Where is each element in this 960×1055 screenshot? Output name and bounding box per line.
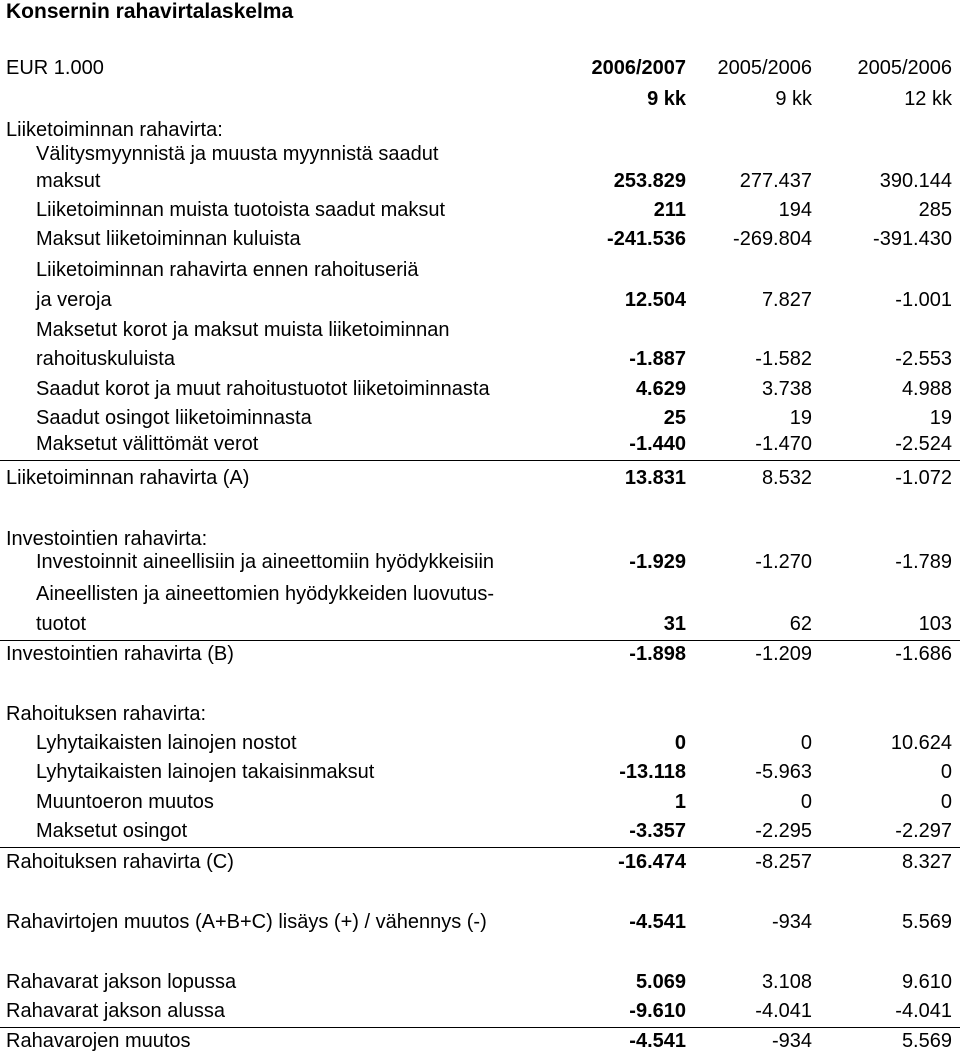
table-row xyxy=(0,642,960,666)
row-value-col-1: 13.831 xyxy=(624,467,686,489)
row-value-col-2: -1.470 xyxy=(755,433,812,455)
row-value-col-3: 103 xyxy=(918,613,952,635)
row-value-col-3: -2.524 xyxy=(895,433,952,455)
row-label: Investointien rahavirta (B) xyxy=(6,643,234,665)
row-label: Maksut liiketoiminnan kuluista xyxy=(36,228,301,250)
row-label: tuotot xyxy=(36,613,87,635)
table-row xyxy=(0,612,960,636)
row-value-col-1: 4.629 xyxy=(635,378,686,400)
row-value-col-2: 7.827 xyxy=(761,289,812,311)
row-value-col-2: 277.437 xyxy=(739,170,812,192)
row-label: Liiketoiminnan rahavirta ennen rahoituseriä xyxy=(36,259,419,281)
table-row xyxy=(0,790,960,814)
row-value-col-2: 19 xyxy=(789,407,812,429)
row-value-col-3: 8.327 xyxy=(901,851,952,873)
table-row xyxy=(0,819,960,843)
table-row xyxy=(0,999,960,1023)
row-value-col-1: 0 xyxy=(674,732,686,754)
period-col-3: 2005/2006 xyxy=(857,57,952,79)
subtotal-divider xyxy=(0,1027,960,1028)
page-title: Konsernin rahavirtalaskelma xyxy=(6,0,294,23)
row-value-col-3: 5.569 xyxy=(901,911,952,933)
row-value-col-1: 25 xyxy=(663,407,686,429)
table-row xyxy=(0,550,960,574)
row-label: Investointien rahavirta: xyxy=(6,528,208,550)
row-value-col-1: 5.069 xyxy=(635,971,686,993)
row-label: maksut xyxy=(36,170,101,192)
row-value-col-1: -1.440 xyxy=(629,433,686,455)
table-row xyxy=(0,760,960,784)
table-row xyxy=(0,731,960,755)
table-row xyxy=(0,432,960,456)
currency-label: EUR 1.000 xyxy=(6,57,104,79)
row-value-col-1: 211 xyxy=(653,199,686,221)
table-row xyxy=(0,377,960,401)
row-label: Aineellisten ja aineettomien hyödykkeiden luovutus- xyxy=(36,583,495,605)
row-label: Rahavarat jakson lopussa xyxy=(6,971,237,993)
row-label: Lyhytaikaisten lainojen takaisinmaksut xyxy=(36,761,375,783)
header-duration-row xyxy=(0,87,960,111)
subtotal-divider xyxy=(0,640,960,641)
row-value-col-3: -1.001 xyxy=(895,289,952,311)
section-label-row xyxy=(0,118,960,142)
row-value-col-3: -1.686 xyxy=(895,643,952,665)
row-value-col-1: -1.887 xyxy=(629,348,686,370)
table-row xyxy=(0,466,960,490)
row-label: Rahavarat jakson alussa xyxy=(6,1000,226,1022)
subtotal-divider xyxy=(0,847,960,848)
duration-col-3: 12 kk xyxy=(904,88,952,110)
table-row xyxy=(0,1029,960,1053)
row-value-col-3: -1.072 xyxy=(895,467,952,489)
row-value-col-3: -1.789 xyxy=(895,551,952,573)
row-value-col-2: 0 xyxy=(800,791,812,813)
row-value-col-2: -934 xyxy=(771,1030,812,1052)
section-label-row xyxy=(0,318,960,342)
row-value-col-2: -8.257 xyxy=(755,851,812,873)
row-value-col-1: 253.829 xyxy=(613,170,686,192)
row-label: Liiketoiminnan rahavirta (A) xyxy=(6,467,250,489)
row-value-col-2: 3.738 xyxy=(761,378,812,400)
row-value-col-2: -1.209 xyxy=(755,643,812,665)
table-row xyxy=(0,227,960,251)
row-value-col-1: -4.541 xyxy=(629,1030,686,1052)
duration-col-2: 9 kk xyxy=(775,88,812,110)
row-value-col-1: -1.929 xyxy=(629,551,686,573)
row-value-col-3: -391.430 xyxy=(873,228,952,250)
row-label: Saadut osingot liiketoiminnasta xyxy=(36,407,312,429)
row-value-col-2: 8.532 xyxy=(761,467,812,489)
row-label: Liiketoiminnan muista tuotoista saadut maksut xyxy=(36,199,446,221)
table-row xyxy=(0,406,960,430)
row-value-col-2: 3.108 xyxy=(761,971,812,993)
section-label-row xyxy=(0,527,960,551)
section-label-row xyxy=(0,142,960,166)
row-value-col-1: -241.536 xyxy=(607,228,686,250)
row-label: Rahavarojen muutos xyxy=(6,1030,191,1052)
row-value-col-3: 10.624 xyxy=(890,732,952,754)
row-label: ja veroja xyxy=(36,289,112,311)
row-value-col-3: 19 xyxy=(929,407,952,429)
section-label-row xyxy=(0,702,960,726)
row-label: Saadut korot ja muut rahoitustuotot liiketoiminnasta xyxy=(36,378,490,400)
row-label: Välitysmyynnistä ja muusta myynnistä saadut xyxy=(36,143,439,165)
row-value-col-3: 0 xyxy=(940,791,952,813)
table-row xyxy=(0,347,960,371)
row-value-col-1: 12.504 xyxy=(624,289,686,311)
row-value-col-2: -1.582 xyxy=(755,348,812,370)
row-value-col-1: -13.118 xyxy=(619,761,686,783)
row-value-col-2: -2.295 xyxy=(755,820,812,842)
row-value-col-1: 31 xyxy=(663,613,686,635)
row-value-col-3: -2.297 xyxy=(895,820,952,842)
row-label: Maksetut välittömät verot xyxy=(36,433,259,455)
table-row xyxy=(0,910,960,934)
row-value-col-2: -5.963 xyxy=(755,761,812,783)
period-col-1: 2006/2007 xyxy=(591,57,686,79)
row-value-col-3: 9.610 xyxy=(901,971,952,993)
row-label: Liiketoiminnan rahavirta: xyxy=(6,119,223,141)
row-value-col-1: -16.474 xyxy=(618,851,686,873)
row-value-col-1: 1 xyxy=(674,791,686,813)
row-value-col-3: -2.553 xyxy=(895,348,952,370)
row-label: Investoinnit aineellisiin ja aineettomiin hyödykkeisiin xyxy=(36,551,495,573)
row-value-col-1: -4.541 xyxy=(629,911,686,933)
row-value-col-3: -4.041 xyxy=(895,1000,952,1022)
row-value-col-1: -9.610 xyxy=(629,1000,686,1022)
row-label: Rahoituksen rahavirta (C) xyxy=(6,851,234,873)
row-value-col-2: -269.804 xyxy=(733,228,812,250)
row-label: Muuntoeron muutos xyxy=(36,791,214,813)
table-row xyxy=(0,198,960,222)
row-label: Maksetut osingot xyxy=(36,820,188,842)
row-value-col-2: -934 xyxy=(771,911,812,933)
row-label: rahoituskuluista xyxy=(36,348,175,370)
row-value-col-3: 390.144 xyxy=(879,170,952,192)
row-value-col-3: 5.569 xyxy=(901,1030,952,1052)
row-label: Rahavirtojen muutos (A+B+C) lisäys (+) / vähennys (-) xyxy=(6,911,487,933)
row-value-col-3: 4.988 xyxy=(901,378,952,400)
row-value-col-2: -4.041 xyxy=(755,1000,812,1022)
section-label-row xyxy=(0,582,960,606)
section-label-row xyxy=(0,258,960,282)
row-value-col-3: 285 xyxy=(918,199,952,221)
row-value-col-3: 0 xyxy=(940,761,952,783)
row-value-col-2: 194 xyxy=(778,199,812,221)
row-value-col-2: -1.270 xyxy=(755,551,812,573)
table-row xyxy=(0,850,960,874)
header-period-row xyxy=(0,56,960,80)
table-row xyxy=(0,288,960,312)
row-value-col-2: 0 xyxy=(800,732,812,754)
row-label: Lyhytaikaisten lainojen nostot xyxy=(36,732,297,754)
row-value-col-1: -3.357 xyxy=(629,820,686,842)
duration-col-1: 9 kk xyxy=(647,88,686,110)
table-row xyxy=(0,970,960,994)
row-label: Rahoituksen rahavirta: xyxy=(6,703,207,725)
row-label: Maksetut korot ja maksut muista liiketoiminnan xyxy=(36,319,450,341)
table-row xyxy=(0,169,960,193)
subtotal-divider xyxy=(0,460,960,461)
row-value-col-2: 62 xyxy=(789,613,812,635)
row-value-col-1: -1.898 xyxy=(629,643,686,665)
period-col-2: 2005/2006 xyxy=(717,57,812,79)
